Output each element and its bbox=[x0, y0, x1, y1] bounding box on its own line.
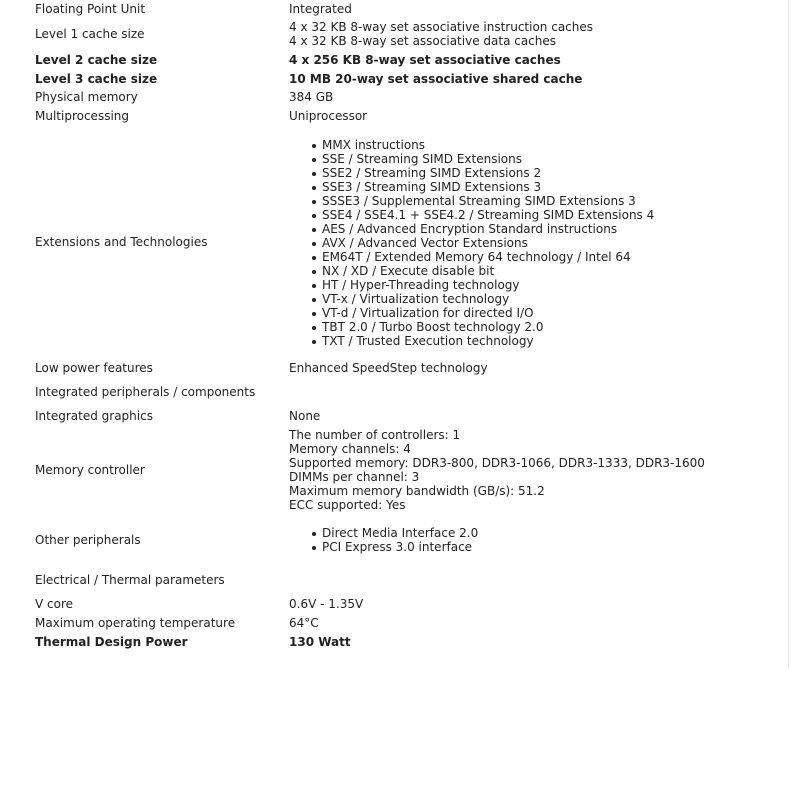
list-item: TBT 2.0 / Turbo Boost technology 2.0 bbox=[289, 320, 784, 334]
spec-value: 0.6V - 1.35V bbox=[289, 597, 364, 611]
spec-value: Integrated bbox=[289, 2, 352, 16]
spec-label: V core bbox=[35, 597, 74, 611]
list-item: SSE2 / Streaming SIMD Extensions 2 bbox=[289, 166, 784, 180]
spec-label: Maximum operating temperature bbox=[35, 616, 236, 630]
spec-label: Physical memory bbox=[35, 90, 138, 104]
spec-value: Enhanced SpeedStep technology bbox=[289, 361, 488, 375]
spec-label: Floating Point Unit bbox=[35, 2, 146, 16]
list-item: SSE3 / Streaming SIMD Extensions 3 bbox=[289, 180, 784, 194]
list-item: AES / Advanced Encryption Standard instructions bbox=[289, 222, 784, 236]
list-item: Direct Media Interface 2.0 bbox=[289, 526, 784, 540]
spec-value: 130 Watt bbox=[289, 635, 351, 649]
list-item: SSE / Streaming SIMD Extensions bbox=[289, 152, 784, 166]
list-item: SSE4 / SSE4.1 + SSE4.2 / Streaming SIMD Extensions 4 bbox=[289, 208, 784, 222]
value-line: ECC supported: Yes bbox=[289, 498, 406, 512]
value-line: Supported memory: DDR3-800, DDR3-1066, DDR3-1333, DDR3-1600 bbox=[289, 456, 705, 470]
value-line: 4 x 32 KB 8-way set associative instruction caches bbox=[289, 20, 594, 34]
extensions-list bbox=[289, 138, 784, 348]
spec-label: Multiprocessing bbox=[35, 109, 130, 123]
value-line: DIMMs per channel: 3 bbox=[289, 470, 420, 484]
peripherals-list bbox=[289, 526, 784, 554]
list-item: EM64T / Extended Memory 64 technology / Intel 64 bbox=[289, 250, 784, 264]
spec-label: Level 2 cache size bbox=[35, 53, 158, 67]
value-line: The number of controllers: 1 bbox=[289, 428, 461, 442]
list-item: NX / XD / Execute disable bit bbox=[289, 264, 784, 278]
list-item: PCI Express 3.0 interface bbox=[289, 540, 784, 554]
spec-label: Low power features bbox=[35, 361, 153, 375]
list-item: VT-d / Virtualization for directed I/O bbox=[289, 306, 784, 320]
spec-label: Level 3 cache size bbox=[35, 72, 158, 86]
spec-value bbox=[289, 20, 784, 48]
section-heading: Integrated peripherals / components bbox=[35, 385, 256, 399]
section-heading: Electrical / Thermal parameters bbox=[35, 573, 225, 587]
spec-label: Thermal Design Power bbox=[35, 635, 188, 649]
list-item: AVX / Advanced Vector Extensions bbox=[289, 236, 784, 250]
spec-value: 10 MB 20-way set associative shared cache bbox=[289, 72, 583, 86]
spec-label: Integrated graphics bbox=[35, 409, 153, 423]
spec-label: Other peripherals bbox=[35, 533, 141, 547]
list-item: VT-x / Virtualization technology bbox=[289, 292, 784, 306]
right-border bbox=[788, 0, 789, 668]
spec-value: None bbox=[289, 409, 321, 423]
spec-value bbox=[289, 526, 784, 554]
value-line: Maximum memory bandwidth (GB/s): 51.2 bbox=[289, 484, 545, 498]
value-line: Memory channels: 4 bbox=[289, 442, 411, 456]
spec-label: Level 1 cache size bbox=[35, 27, 145, 41]
list-item: TXT / Trusted Execution technology bbox=[289, 334, 784, 348]
spec-value bbox=[289, 138, 784, 348]
spec-value bbox=[289, 428, 784, 512]
spec-value: 4 x 256 KB 8-way set associative caches bbox=[289, 53, 561, 67]
list-item: HT / Hyper-Threading technology bbox=[289, 278, 784, 292]
list-item: MMX instructions bbox=[289, 138, 784, 152]
spec-value: 384 GB bbox=[289, 90, 334, 104]
spec-label: Memory controller bbox=[35, 463, 145, 477]
spec-label: Extensions and Technologies bbox=[35, 235, 208, 249]
spec-value: 64°C bbox=[289, 616, 319, 630]
list-item: SSSE3 / Supplemental Streaming SIMD Extensions 3 bbox=[289, 194, 784, 208]
spec-value: Uniprocessor bbox=[289, 109, 368, 123]
value-line: 4 x 32 KB 8-way set associative data caches bbox=[289, 34, 557, 48]
